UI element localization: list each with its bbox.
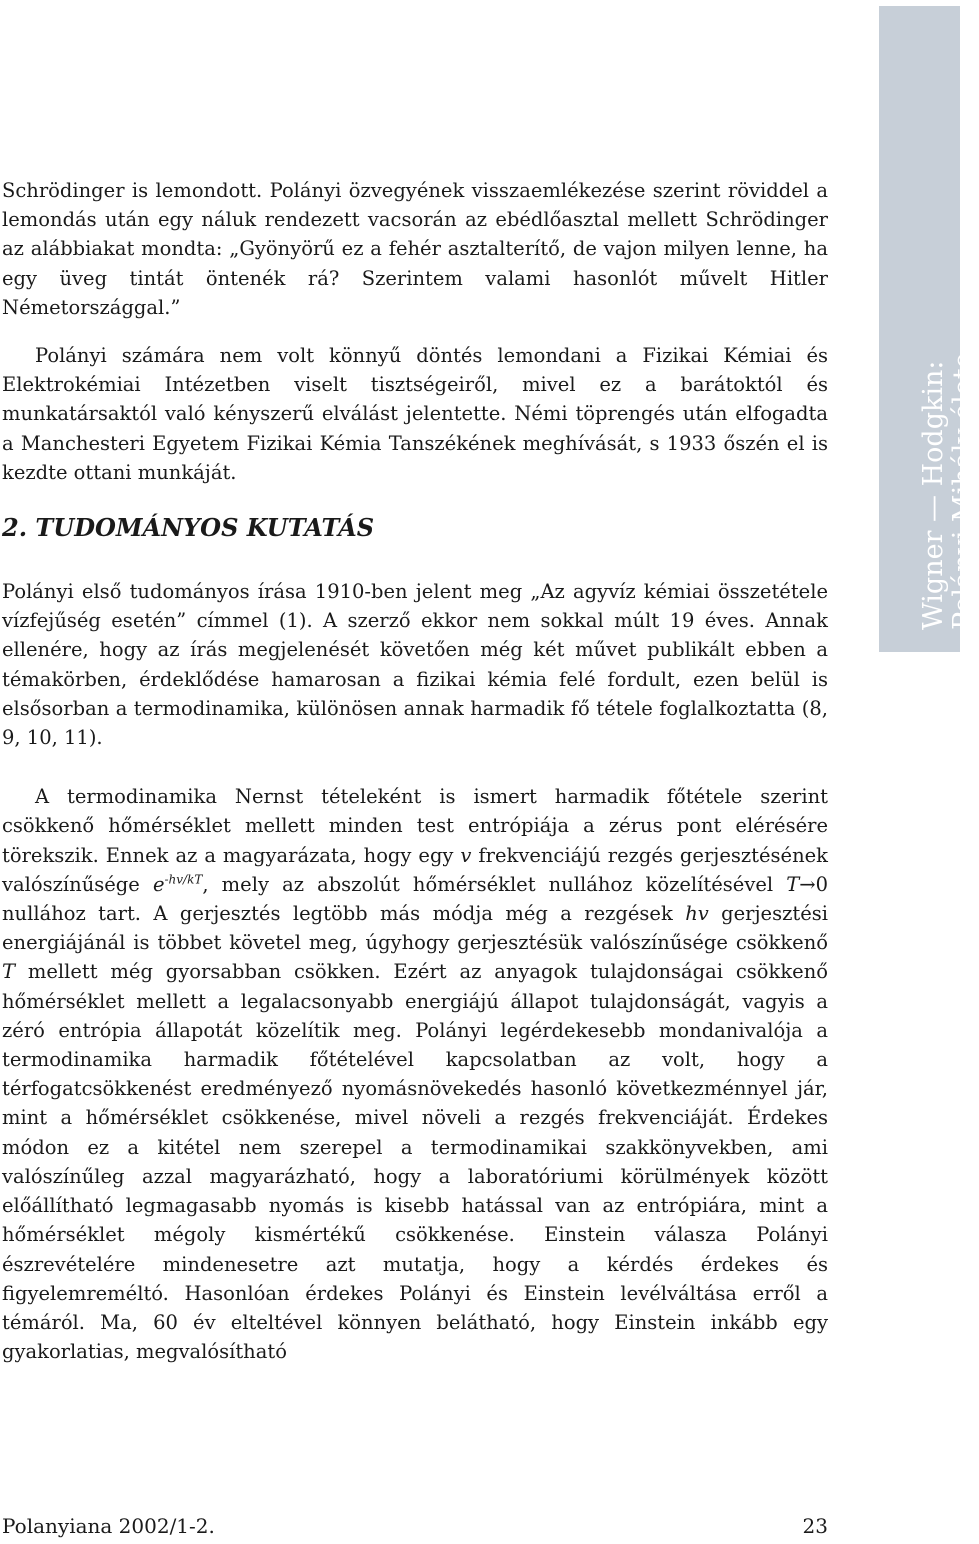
journal-footer: Polanyiana 2002/1-2. bbox=[2, 1514, 215, 1538]
paragraph-resignation: Polányi számára nem volt könnyű döntés lemondani a Fizikai Kémiai és Elektrokémiai Intézetben viselt tisztségeiről, mivel ez a barátoktól és munkatársaktól való kényszerű elválást jelentette. Némi töprengés után elfogadta a Manchesteri Egyetem Fizikai Kémia Tanszékének meghívását, s 1933 őszén el is kezdte ottani munkáját. bbox=[2, 344, 828, 484]
running-title-line-1: Wigner — Hodgkin: bbox=[918, 360, 949, 630]
running-title bbox=[919, 330, 979, 630]
page-number: 23 bbox=[802, 1514, 828, 1538]
arrow-symbol: → bbox=[799, 872, 816, 896]
paragraph-schrodinger: Schrödinger is lemondott. Polányi özvegyének visszaemlékezése szerint röviddel a lemondás után egy náluk rendezett vacsorán az ebédlőasztal mellett Schrödinger az alábbiakat mondta: „Gyönyörű ez a fehér asztalterítő, de vajon milyen lenne, ha egy üveg tintát öntenék rá? Szerintem valami hasonlót művelt Hitler Németországgal.” bbox=[2, 179, 828, 319]
section-heading: 2. TUDOMÁNYOS KUTATÁS bbox=[2, 513, 375, 543]
nu-symbol: v bbox=[460, 843, 472, 867]
hv-symbol: hv bbox=[685, 902, 709, 926]
running-title-line-2: Polányi Mihály élete bbox=[948, 352, 979, 630]
main-text bbox=[2, 176, 828, 1366]
exponent-formula: $e^{-hv/kT}$ bbox=[152, 872, 203, 896]
paragraph-first-paper: Polányi első tudományos írása 1910-ben jelent meg „Az agyvíz kémiai összetétele vízfejűség esetén” címmel (1). A szerző ekkor nem sokkal múlt 19 éves. Annak ellenére, hogy az írás megjelenését követően még két művet publikált ebben a témakörben, érdeklődése hamarosan a fizikai kémia felé fordult, ezen belül is elsősorban a termodinamika, különösen annak harmadik fő tétele foglalkoztatta (8, 9, 10, 11). bbox=[2, 580, 828, 750]
running-title-tab bbox=[879, 6, 979, 652]
paragraph-thermodynamics: A termodinamika Nernst tételeként is ismert harmadik főtétele szerint csökkenő hőmérséklet mellett minden test entrópiája a zérus pont elérésére törekszik. Ennek az a magyarázata, hogy egy v frekvenciájú rezgés gerjesztésének valószínűsége $e^{-hv/kT}$, mely az abszolút hőmérséklet nullához közelítésével T→0 nullához tart. A gerjesztés legtöbb más módja még a rezgések hv gerjesztési energiájánál is többet követel meg, úgyhogy gerjesztésük valószínűsége csökkenő T mellett még gyorsabban csökken. Ezért az anyagok tulajdonságai csökkenő hőmérséklet mellett a legalacsonyabb energiájú állapot tulajdonságát, vagyis a zéró entrópia állapotát közelítik meg. Polányi legérdekesebb mondanivalója a termodinamika harmadik főtételével kapcsolatban az volt, hogy a térfogatcsökkenést eredményező nyomásnövekedés hasonló következménnyel jár, mint a hőmérséklet csökkenése, mivel növeli a rezgés frekvenciáját. Érdekes módon ez a kitétel nem szerepel a termodinamikai szakkönyvekben, ami valószínűleg azzal magyarázható, hogy a laboratóriumi körülmények között előállítható legmagasabb nyomás is kisebb hatással van az entrópiára, mint a hőmérséklet mégoly kismértékű csökkenése. Einstein válasza Polányi észrevételére mindenesetre azt mutatja, hogy a kérdés érdekes és figyelemreméltó. Hasonlóan érdekes Polányi és Einstein levélváltása erről a témáról. Ma, 60 év elteltével könnyen belátható, hogy Einstein inkább egy gyakorlatias, megvalósítható bbox=[2, 785, 828, 1364]
